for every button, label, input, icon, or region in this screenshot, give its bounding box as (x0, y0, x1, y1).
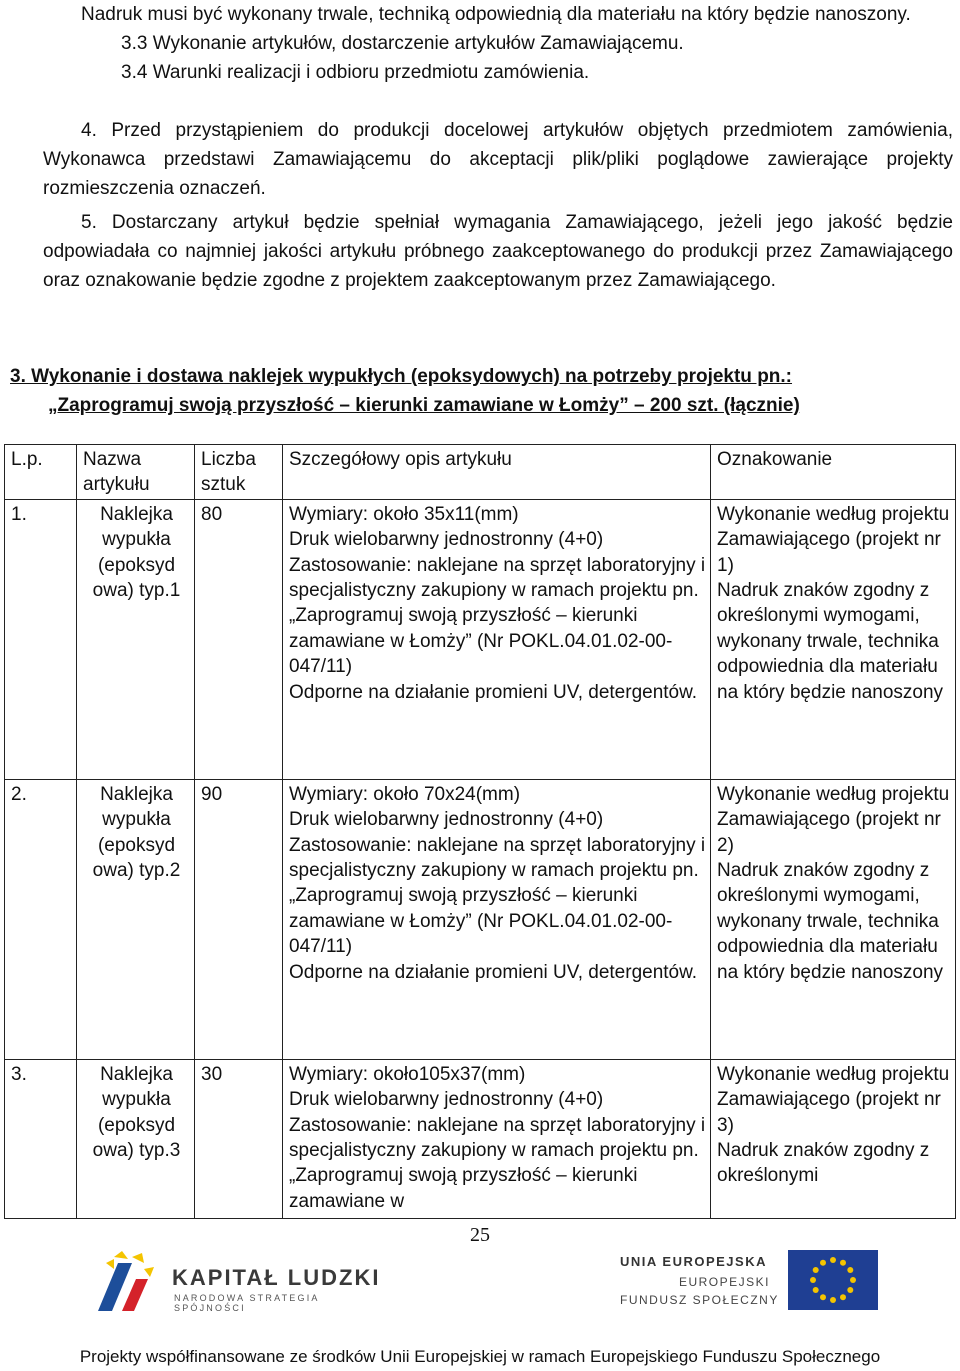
footer-text: Projekty współfinansowane ze środków Unii Europejskiej w ramach Europejskiego Funduszu Społecznego (79, 1347, 881, 1366)
cell-mark (711, 779, 956, 1059)
eu-efs-logo (620, 1246, 880, 1316)
eu-name: UNIA EUROPEJSKA (620, 1254, 767, 1269)
kapital-ludzki-title: KAPITAŁ LUDZKI (172, 1265, 381, 1290)
cell-lp: 1. (5, 499, 77, 779)
table-row (5, 1059, 956, 1218)
mark-print: Nadruk znaków zgodny z określonymi wymogami, wykonany trwale, technika odpowiednia dla materiału na który będzie nanoszony (717, 860, 944, 983)
cell-desc (283, 779, 711, 1059)
desc-dimensions: Wymiary: około105x37(mm) (289, 1063, 526, 1085)
cell-qty: 30 (195, 1059, 283, 1218)
kapital-ludzki-logo (92, 1249, 392, 1319)
desc-print: Druk wielobarwny jednostronny (4+0) (289, 529, 604, 551)
intro-item-5: 5. Dostarczany artykuł będzie spełniał wymagania Zamawiającego, jeżeli jego jakość będzie odpowiadała co najmniej jakości artykułu próbnego zaakceptowanego do produkcji przez Zamawiającego oraz oznakowanie będzie zgodne z projektem zaakceptowanym przez Zamawiającego. (43, 212, 953, 291)
kapital-ludzki-subtitle: NARODOWA STRATEGIA SPÓJNOŚCI (174, 1293, 320, 1313)
desc-resistance: Odporne na działanie promieni UV, detergentów. (289, 961, 698, 983)
desc-dimensions: Wymiary: około 35x11(mm) (289, 503, 519, 525)
cell-qty: 80 (195, 499, 283, 779)
page-number: 25 (470, 1224, 490, 1246)
header-desc: Szczegółowy opis artykułu (283, 445, 711, 500)
desc-resistance: Odporne na działanie promieni UV, detergentów. (289, 681, 698, 703)
mark-print: Nadruk znaków zgodny z określonymi (717, 1140, 930, 1187)
header-lp: L.p. (5, 445, 77, 500)
intro-item-3-3: 3.3 Wykonanie artykułów, dostarczenie artykułów Zamawiającemu. (121, 33, 684, 54)
cell-mark (711, 1059, 956, 1218)
intro-item-4: 4. Przed przystąpieniem do produkcji docelowej artykułów objętych przedmiotem zamówienia, Wykonawca przedstawi Zamawiającemu do akceptacji plik/pliki poglądowe zawierające projekty rozmieszczenia oznaczeń. (43, 120, 953, 199)
section-heading (10, 362, 954, 420)
table-row (5, 499, 956, 779)
cell-name: Naklejka wypukła (epoksyd owa) typ.2 (77, 779, 195, 1059)
desc-print: Druk wielobarwny jednostronny (4+0) (289, 809, 604, 831)
table-row (5, 779, 956, 1059)
kapital-ludzki-emblem-icon (92, 1249, 166, 1319)
cell-desc (283, 499, 711, 779)
cell-desc (283, 1059, 711, 1218)
header-qty: Liczba sztuk (195, 445, 283, 500)
spec-table (4, 444, 956, 1219)
intro-item-3-4: 3.4 Warunki realizacji i odbioru przedmiotu zamówienia. (121, 62, 590, 83)
header-name: Nazwa artykułu (77, 445, 195, 500)
mark-project: Wykonanie według projektu Zamawiającego (projekt nr 1) (717, 503, 950, 576)
header-mark: Oznakowanie (711, 445, 956, 500)
desc-dimensions: Wymiary: około 70x24(mm) (289, 783, 521, 805)
intro-text (81, 0, 953, 87)
cell-lp: 3. (5, 1059, 77, 1218)
efs-line-2: FUNDUSZ SPOŁECZNY (620, 1293, 779, 1307)
eu-text-block (620, 1246, 780, 1316)
desc-print: Druk wielobarwny jednostronny (4+0) (289, 1089, 604, 1111)
cell-name: Naklejka wypukła (epoksyd owa) typ.3 (77, 1059, 195, 1218)
section-heading-line2: „Zaprogramuj swoją przyszłość – kierunki zamawiane w Łomży” – 200 szt. (łącznie) (48, 395, 800, 416)
intro-numbered (43, 116, 953, 295)
mark-project: Wykonanie według projektu Zamawiającego (projekt nr 2) (717, 783, 950, 856)
mark-project: Wykonanie według projektu Zamawiającego (projekt nr 3) (717, 1063, 950, 1136)
cell-mark (711, 499, 956, 779)
cell-qty: 90 (195, 779, 283, 1059)
cell-lp: 2. (5, 779, 77, 1059)
table-header-row (5, 445, 956, 500)
section-heading-line1: 3. Wykonanie i dostawa naklejek wypukłych (epoksydowych) na potrzeby projektu pn.: (10, 366, 793, 387)
desc-usage: Zastosowanie: naklejane na sprzęt laboratoryjny i specjalistyczny zakupiony w ramach projektu pn. „Zaprogramuj swoją przyszłość – kierunki zamawiane w Łomży” (Nr POKL.04.01.02-00-047/11) (289, 834, 706, 958)
desc-usage: Zastosowanie: naklejane na sprzęt laboratoryjny i specjalistyczny zakupiony w ramach projektu pn. „Zaprogramuj swoją przyszłość – kierunki zamawiane w (289, 1114, 706, 1212)
mark-print: Nadruk znaków zgodny z określonymi wymogami, wykonany trwale, technika odpowiednia dla materiału na który będzie nanoszony (717, 580, 944, 703)
cell-name: Naklejka wypukła (epoksyd owa) typ.1 (77, 499, 195, 779)
intro-paragraph-print: Nadruk musi być wykonany trwale, techniką odpowiednią dla materiału na który będzie nanoszony. (81, 4, 911, 25)
desc-usage: Zastosowanie: naklejane na sprzęt laboratoryjny i specjalistyczny zakupiony w ramach projektu pn. „Zaprogramuj swoją przyszłość – kierunki zamawiane w Łomży” (Nr POKL.04.01.02-00-047/11) (289, 554, 706, 678)
efs-line-1: EUROPEJSKI (678, 1275, 770, 1289)
eu-flag-icon (788, 1250, 878, 1310)
